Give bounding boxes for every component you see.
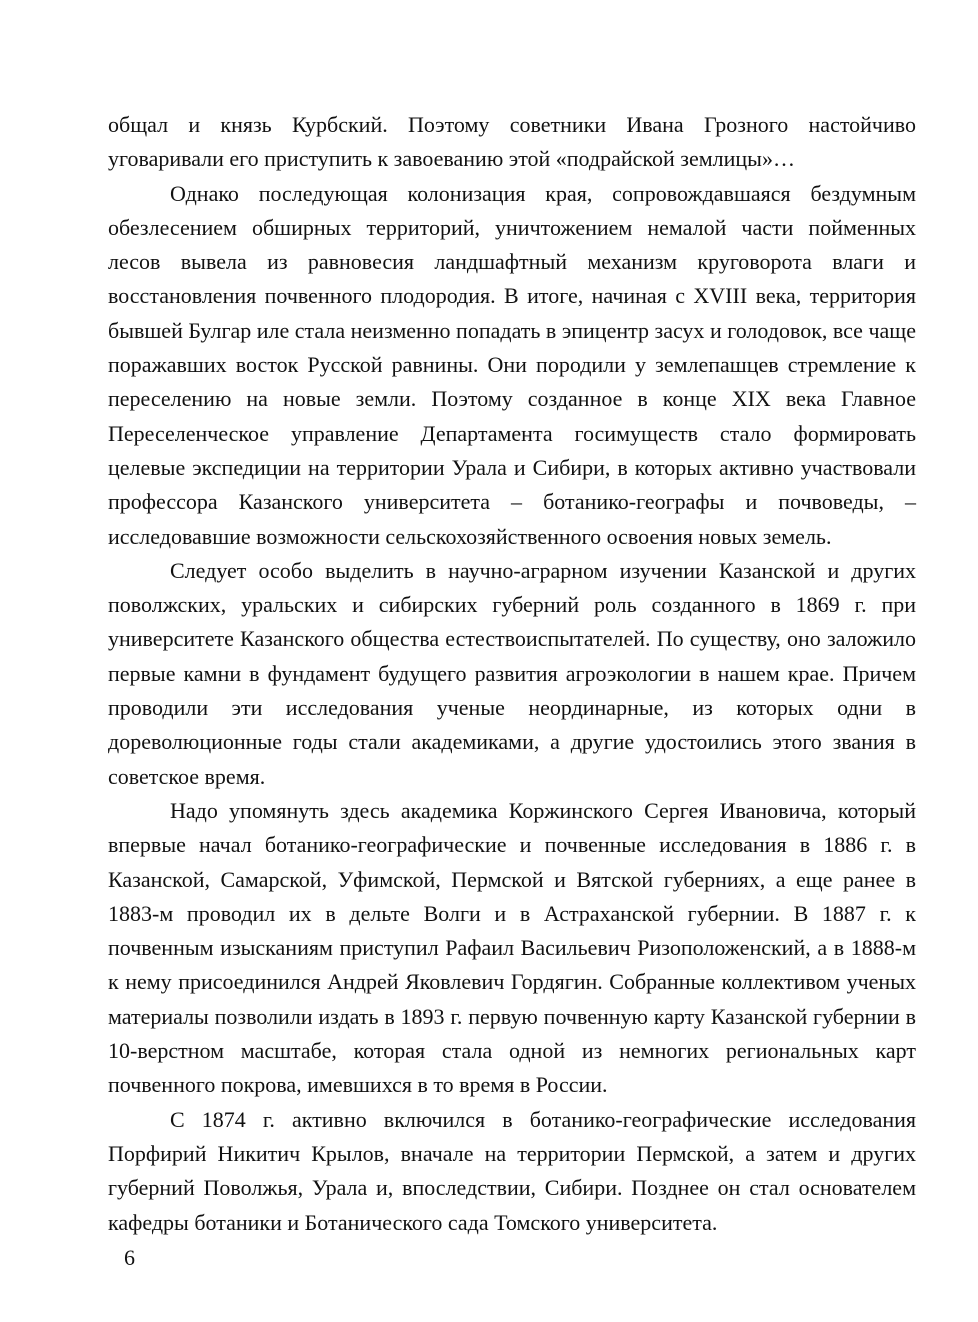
paragraph-2: Однако последующая колонизация края, сопровождавшаяся бездумным обезлесением обширных территорий, уничтожением немалой части пойменных лесов вывела из равновесия ландшафтный механизм круговорота влаги и восстановления почвенного плодородия. В итоге, начиная с XVIII века, территория бывшей Булгар иле стала неизменно попадать в эпицентр засух и голодовок, все чаще поражавших восток Русской равнины. Они породили у землепашцев стремление к переселению на новые земли. Поэтому созданное в конце XIX века Главное Переселенческое управление Департамента госимуществ стало формировать целевые экспедиции на территории Урала и Сибири, в которых активно участвовали профессора Казанского университета – ботанико-географы и почвоведы, – исследовавшие возможности сельскохозяйственного освоения новых земель.: [108, 180, 916, 549]
paragraph-3: Следует особо выделить в научно-аграрном изучении Казанской и других поволжских, уральских и сибирских губерний роль созданного в 1869 г. при университете Казанского общества естествоиспытателей. По существу, оно заложило первые камни в фундамент будущего развития агроэкологии в нашем крае. Причем проводили эти исследования ученые неординарные, из которых одни в дореволюционные годы стали академиками, а другие удостоились этого звания в советское время.: [108, 557, 916, 789]
page-number: 6: [124, 1245, 135, 1270]
paragraph-1: общал и князь Курбский. Поэтому советники Ивана Грозного настойчиво уговаривали его приступить к завоеванию этой «подрайской землицы»…: [108, 112, 916, 172]
paragraph-4: Надо упомянуть здесь академика Коржинского Сергея Ивановича, который впервые начал ботанико-географические и почвенные исследования в 1886 г. в Казанской, Самарской, Уфимской, Пермской и Вятской губерниях, а еще ранее в 1883-м проводил их в дельте Волги и в Астраханской губернии. В 1887 г. к почвенным изысканиям приступил Рафаил Васильевич Ризоположенский, а в 1888-м к нему присоединился Андрей Яковлевич Гордягин. Собранные коллективом ученых материалы позволили издать в 1893 г. первую почвенную карту Казанской губернии в 10-верстном масштабе, которая стала одной из немногих региональных карт почвенного покрова, имевшихся в то время в России.: [108, 797, 916, 1098]
body-text: [108, 108, 916, 1240]
paragraph-5: С 1874 г. активно включился в ботанико-географические исследования Порфирий Никитич Крылов, вначале на территории Пермской, а затем и других губерний Поволжья, Урала и, впоследствии, Сибири. Позднее он стал основателем кафедры ботаники и Ботанического сада Томского университета.: [108, 1106, 916, 1235]
